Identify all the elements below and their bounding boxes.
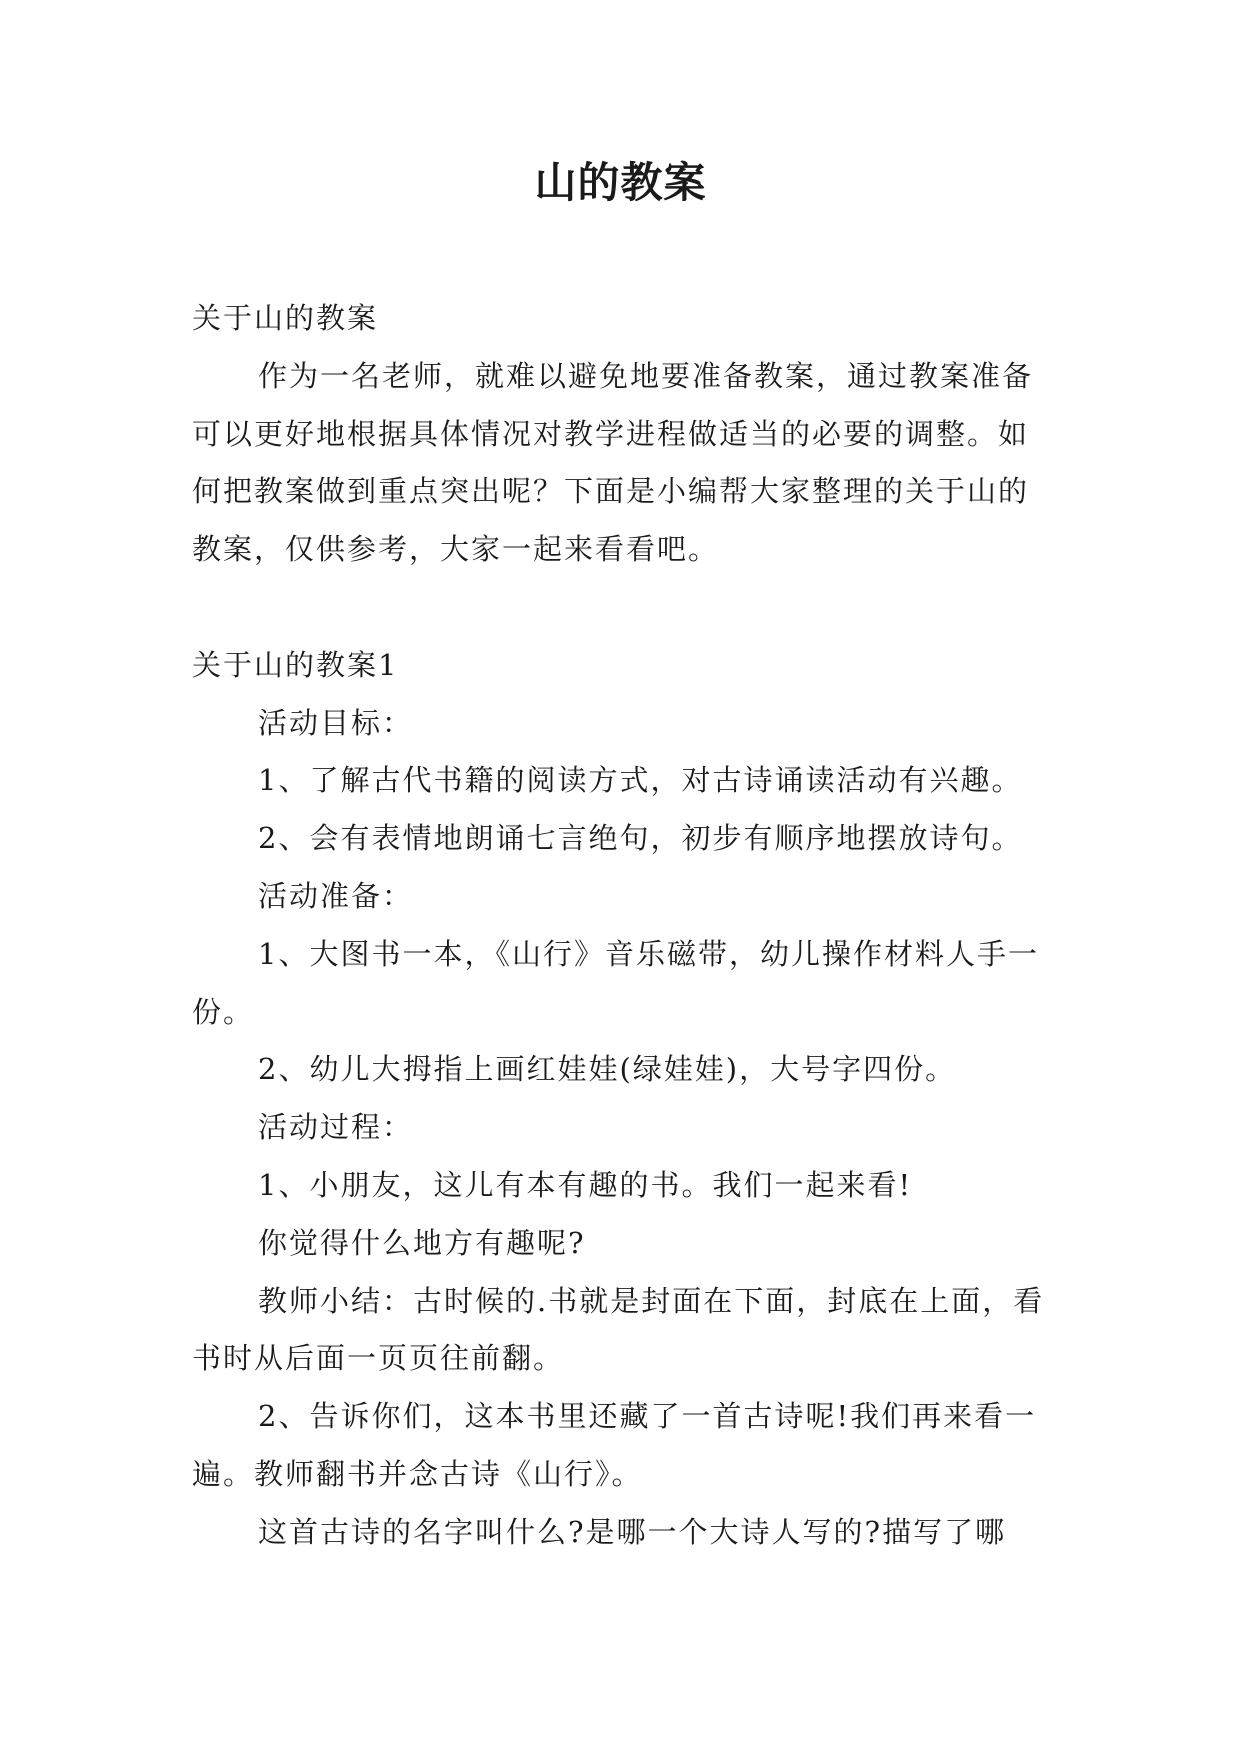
process-label: 活动过程： [258,1110,414,1145]
document-title: 山的教案 [534,158,707,207]
question-1: 你觉得什么地方有趣呢? [258,1225,586,1260]
teacher-summary: 教师小结：古时候的.书就是封面在下面，封底在上面，看书时从后面一页页往前翻。 [192,1283,1045,1376]
prep-item-1: 1、大图书一本，《山行》音乐磁带，幼儿操作材料人手一份。 [192,936,1039,1029]
prep-label: 活动准备： [258,878,414,913]
intro-heading: 关于山的教案 [192,301,379,335]
blank-line [192,579,1052,637]
question-2: 这首古诗的名字叫什么?是哪一个大诗人写的?描写了哪 [258,1514,1007,1549]
section1-heading: 关于山的教案1 [192,647,399,682]
goal-item-2: 2、会有表情地朗诵七言绝句，初步有顺序地摆放诗句。 [258,821,1023,856]
process-item-1: 1、小朋友，这儿有本有趣的书。我们一起来看! [258,1167,913,1202]
document-body [192,290,1052,1562]
process-item-2: 2、告诉你们，这本书里还藏了一首古诗呢!我们再来看一遍。教师翻书并念古诗《山行》。 [192,1399,1037,1491]
goal-label: 活动目标： [258,705,414,740]
prep-item-2: 2、幼儿大拇指上画红娃娃(绿娃娃)，大号字四份。 [258,1052,957,1087]
intro-paragraph: 作为一名老师，就难以避免地要准备教案，通过教案准备可以更好地根据具体情况对教学进程做适当的必要的调整。如何把教案做到重点突出呢？下面是小编帮大家整理的关于山的教案，仅供参考，大家一起来看看吧。 [192,358,1034,567]
goal-item-1: 1、了解古代书籍的阅读方式，对古诗诵读活动有兴趣。 [258,763,1023,798]
